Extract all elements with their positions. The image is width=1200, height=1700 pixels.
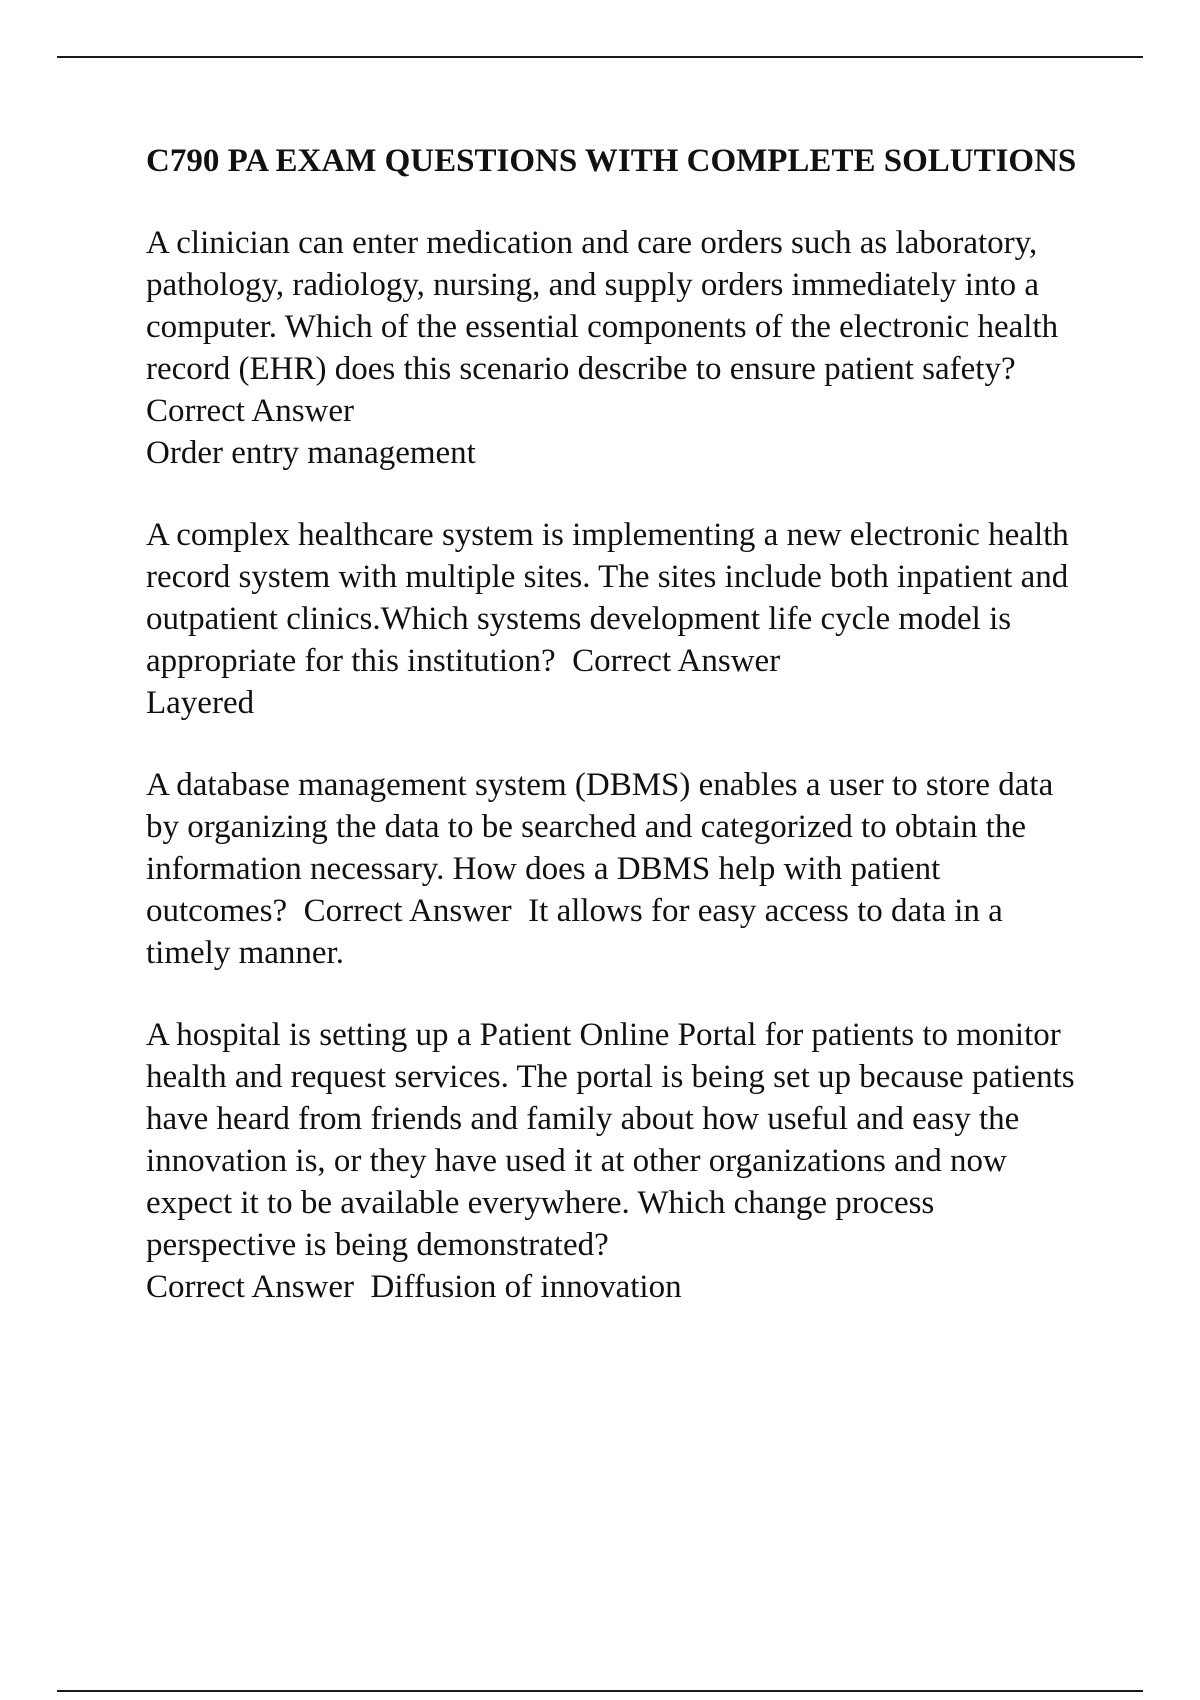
answer-text: Layered: [146, 685, 255, 721]
answer-label: Correct Answer: [146, 1269, 355, 1305]
header-rule: [57, 56, 1143, 58]
question-text: A hospital is setting up a Patient Online Portal for patients to monitor health and request services. The portal is being set up because patients have heard from friends and family about how useful and easy the innovation is, or they have used it at other organizations and now expect it to be available everywhere. Which change process perspective is being demonstrated?: [146, 1017, 1083, 1263]
answer-label: Correct Answer: [146, 393, 355, 429]
answer-label: Correct Answer: [303, 893, 512, 929]
qa-item: [146, 514, 1086, 724]
answer-text: Order entry management: [146, 435, 476, 471]
question-text: A clinician can enter medication and care orders such as laboratory, pathology, radiology, nursing, and supply orders immediately into a computer. Which of the essential components of the electronic health record (EHR) does this scenario describe to ensure patient safety?: [146, 225, 1067, 387]
qa-item: [146, 764, 1086, 974]
answer-text: Diffusion of innovation: [370, 1269, 682, 1305]
qa-item: [146, 1014, 1086, 1308]
answer-text: It allows for easy access to data in a timely manner.: [146, 893, 1012, 971]
question-text: A complex healthcare system is implementing a new electronic health record system with multiple sites. The sites include both inpatient and outpatient clinics.Which systems development life cycle model is appropriate for this institution?: [146, 517, 1078, 679]
document-body: [146, 140, 1086, 1308]
qa-item: [146, 222, 1086, 474]
question-text: A database management system (DBMS) enables a user to store data by organizing the data to be searched and categorized to obtain the information necessary. How does a DBMS help with patient outcomes?: [146, 767, 1062, 929]
footer-rule: [57, 1690, 1143, 1692]
document-title: C790 PA EXAM QUESTIONS WITH COMPLETE SOLUTIONS: [146, 143, 1077, 179]
answer-label: Correct Answer: [572, 643, 781, 679]
